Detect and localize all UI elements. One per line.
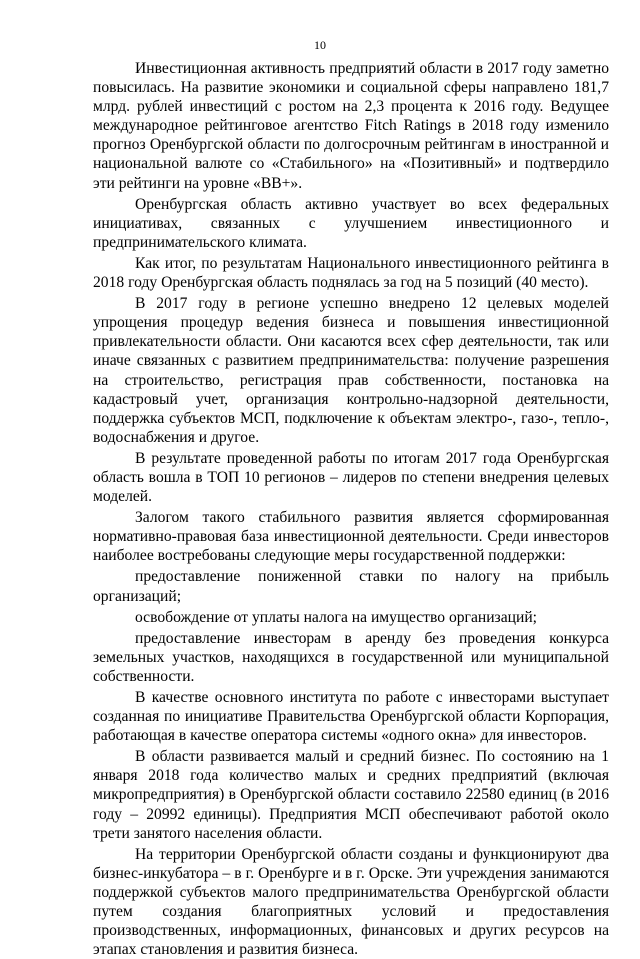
page-number: 10 (314, 38, 326, 52)
paragraph-target-models: В 2017 году в регионе успешно внедрено 12 целевых моделей упрощения процедур ведения бизнеса и повышения инвестиционной привлекательности области. Они касаются всех сфер деятельности, так или иначе связанных с развитием предпринимательства: получение разрешения на строительство, регистрация прав собственности, постановка на кадастровый учет, организация контрольно-надзорной деятельности, поддержка субъектов МСП, подключение к объектам электро-, газо-, тепло-, водоснабжения и другое. (93, 295, 609, 446)
paragraph-top-10: В результате проведенной работы по итогам 2017 года Оренбургская область вошла в ТОП 10 регионов – лидеров по степени внедрения целевых моделей. (93, 449, 609, 506)
paragraph-federal-initiatives: Оренбургская область активно участвует во всех федеральных инициативах, связанных с улучшением инвестиционного и предпринимательского климата. (93, 195, 609, 251)
paragraph-small-business: В области развивается малый и средний бизнес. По состоянию на 1 января 2018 года количество малых и средних предприятий (включая микропредприятия) в Оренбургской области составило 22580 единиц (в 2016 году – 20992 единицы). Предприятия МСП обеспечивают работой около трети занятого населения области. (93, 748, 609, 842)
list-item-property-tax: освобождение от уплаты налога на имущество организаций; (135, 608, 538, 626)
body-text (93, 59, 609, 959)
paragraph-corporation: В качестве основного института по работе с инвесторами выступает созданная по инициативе Правительства Оренбургской области Корпорация, работающая в качестве оператора системы «одного окна» для инвесторов. (93, 689, 609, 745)
paragraph-business-incubators: На территории Оренбургской области созданы и функционируют два бизнес-инкубатора – в г. Оренбурге и в г. Орске. Эти учреждения занимаются поддержкой субъектов малого предпринимательства Оренбургской области путем создания благоприятных условий и предоставления производственных, информационных, финансовых и других ресурсов на этапах становления и развития бизнеса. (93, 845, 609, 959)
paragraph-national-rating: Как итог, по результатам Национального инвестиционного рейтинга в 2018 году Оренбургская область поднялась за год на 5 позиций (40 место). (93, 254, 609, 292)
list-item-land-lease: предоставление инвесторам в аренду без проведения конкурса земельных участков, находящихся в государственной или муниципальной собственности. (93, 629, 609, 685)
paragraph-investment-activity: Инвестиционная активность предприятий области в 2017 году заметно повысилась. На развитие экономики и социальной сферы направлено 181,7 млрд. рублей инвестиций с ростом на 2,3 процента к 2016 году. Ведущее международное рейтинговое агентство Fitch Ratings в 2018 году изменило прогноз Оренбургской области по долгосрочным рейтингам в иностранной и национальной валюте со «Стабильного» на «Позитивный» и подтвердило эти рейтинги на уровне «ВВ+». (93, 60, 609, 192)
paragraph-legal-base: Залогом такого стабильного развития является сформированная нормативно-правовая база инвестиционной деятельности. Среди инвесторов наиболее востребованы следующие меры государственной поддержки: (93, 509, 609, 565)
list-item-profit-tax: предоставление пониженной ставки по налогу на прибыль организаций; (93, 568, 609, 605)
